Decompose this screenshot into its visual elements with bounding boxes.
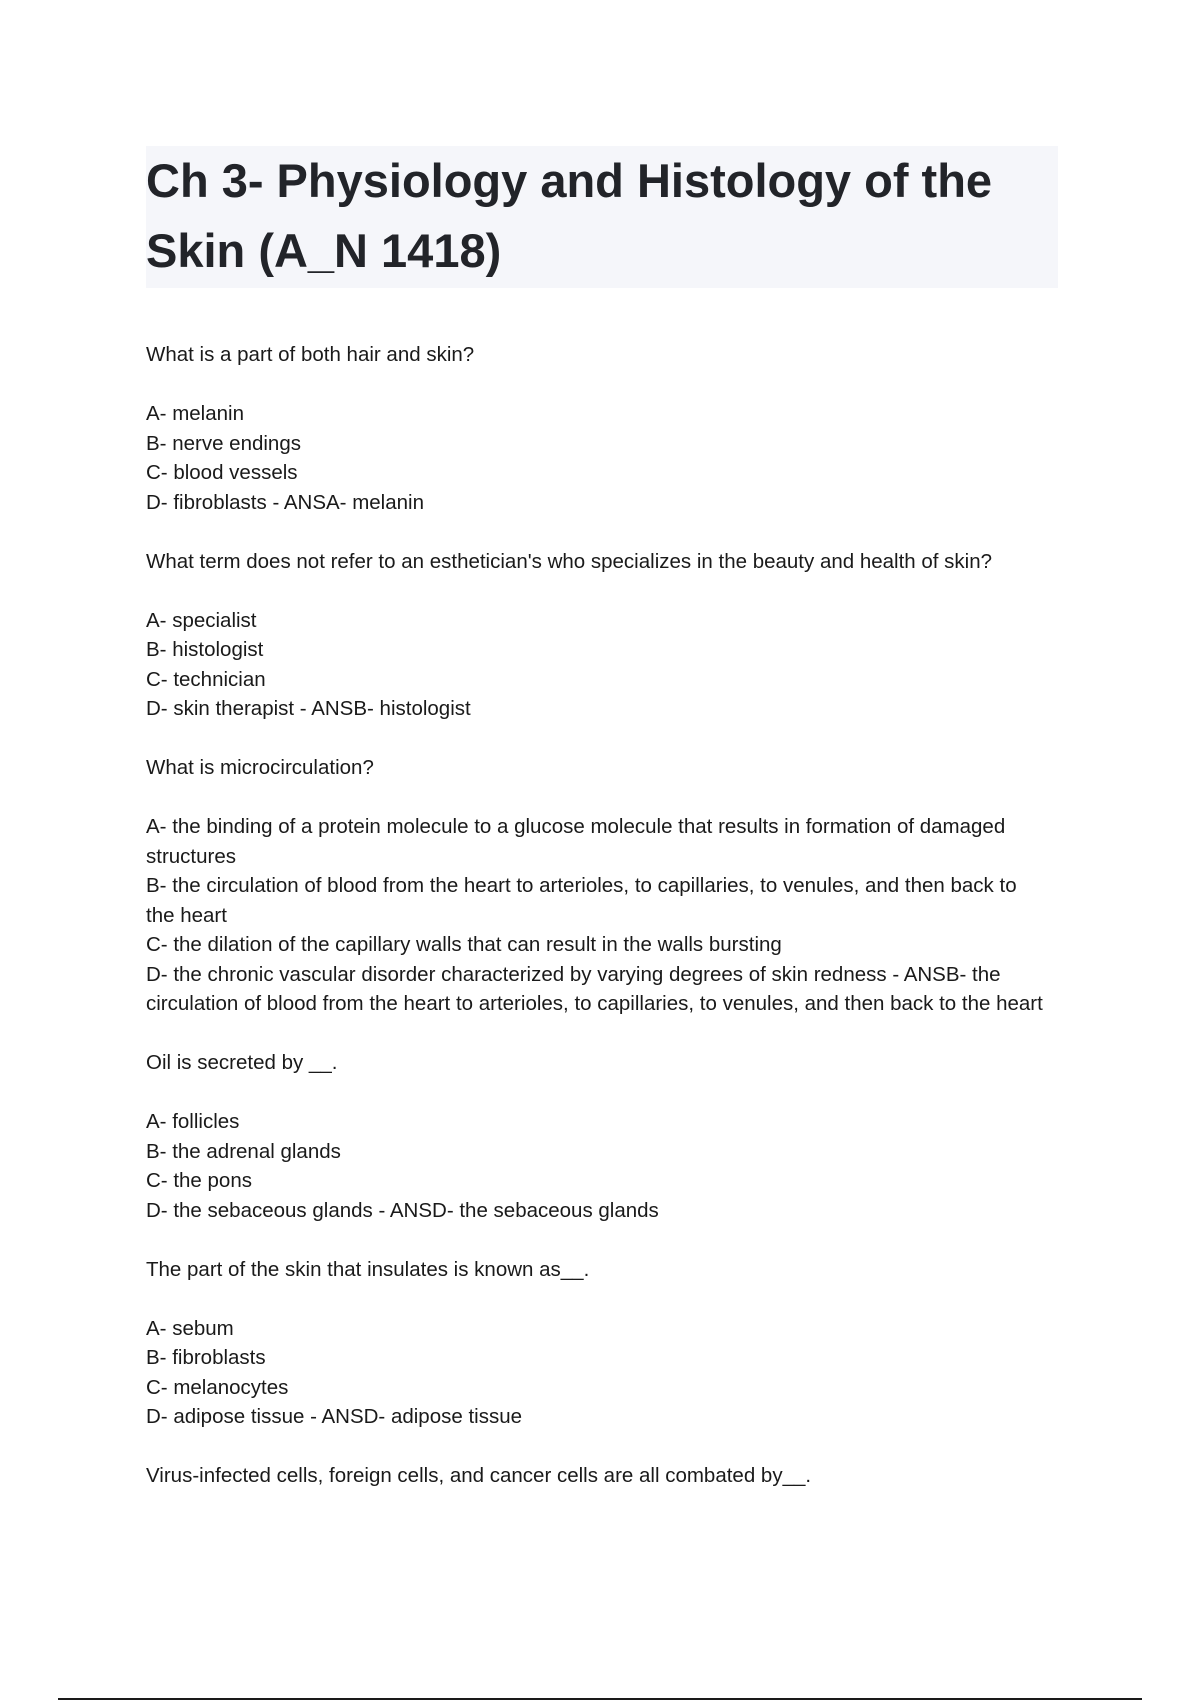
option-c: C- blood vessels	[146, 461, 298, 484]
option-d: D- the sebaceous glands - ANSD- the sebaceous glands	[146, 1198, 659, 1222]
page-title-line-1: Ch 3- Physiology and Histology of the	[146, 154, 993, 207]
question-text: Oil is secreted by __.	[146, 1051, 338, 1074]
answer-options	[146, 812, 1046, 1019]
answer-options	[146, 399, 1046, 517]
question-block-6	[146, 1461, 1046, 1491]
option-c: C- technician	[146, 667, 266, 691]
question-block-4	[146, 1048, 1046, 1225]
title-banner	[146, 146, 1058, 288]
option-a: A- sebum	[146, 1316, 234, 1340]
question-text: What is a part of both hair and skin?	[146, 343, 475, 366]
option-a: A- specialist	[146, 608, 257, 632]
option-d: D- skin therapist - ANSB- histologist	[146, 697, 471, 720]
page-title	[146, 146, 992, 286]
option-b: B- the circulation of blood from the heart to arterioles, to capillaries, to venules, and then back to the heart	[146, 874, 1017, 927]
question-text: The part of the skin that insulates is known as__.	[146, 1257, 590, 1281]
option-a: A- the binding of a protein molecule to a glucose molecule that results in formation of damaged structures	[146, 815, 1006, 868]
question-block-2	[146, 547, 1046, 724]
option-a: A- melanin	[146, 402, 244, 425]
question-text: What term does not refer to an esthetician's who specializes in the beauty and health of skin?	[146, 549, 993, 573]
quiz-content	[146, 340, 1046, 1520]
option-b: B- nerve endings	[146, 431, 301, 455]
answer-options	[146, 1107, 1046, 1225]
question-block-5	[146, 1255, 1046, 1432]
question-block-1	[146, 340, 1046, 517]
option-c: C- melanocytes	[146, 1375, 289, 1399]
page-title-line-2: Skin (A_N 1418)	[146, 224, 502, 277]
answer-options	[146, 1314, 1046, 1432]
option-d: D- fibroblasts - ANSA- melanin	[146, 490, 424, 514]
option-c: C- the pons	[146, 1169, 252, 1192]
option-d: D- adipose tissue - ANSD- adipose tissue	[146, 1405, 523, 1428]
option-c: C- the dilation of the capillary walls that can result in the walls bursting	[146, 933, 782, 956]
option-b: B- the adrenal glands	[146, 1139, 341, 1163]
option-a: A- follicles	[146, 1110, 240, 1133]
question-block-3	[146, 753, 1046, 1019]
option-b: B- fibroblasts	[146, 1346, 266, 1369]
answer-options	[146, 606, 1046, 724]
question-text: What is microcirculation?	[146, 756, 374, 779]
option-b: B- histologist	[146, 638, 264, 661]
question-text: Virus-infected cells, foreign cells, and cancer cells are all combated by__.	[146, 1464, 812, 1487]
option-d: D- the chronic vascular disorder characterized by varying degrees of skin redness - ANSB- the circulation of blood from the heart to arterioles, to capillaries, to venules, and then back to the heart	[146, 962, 1043, 1015]
